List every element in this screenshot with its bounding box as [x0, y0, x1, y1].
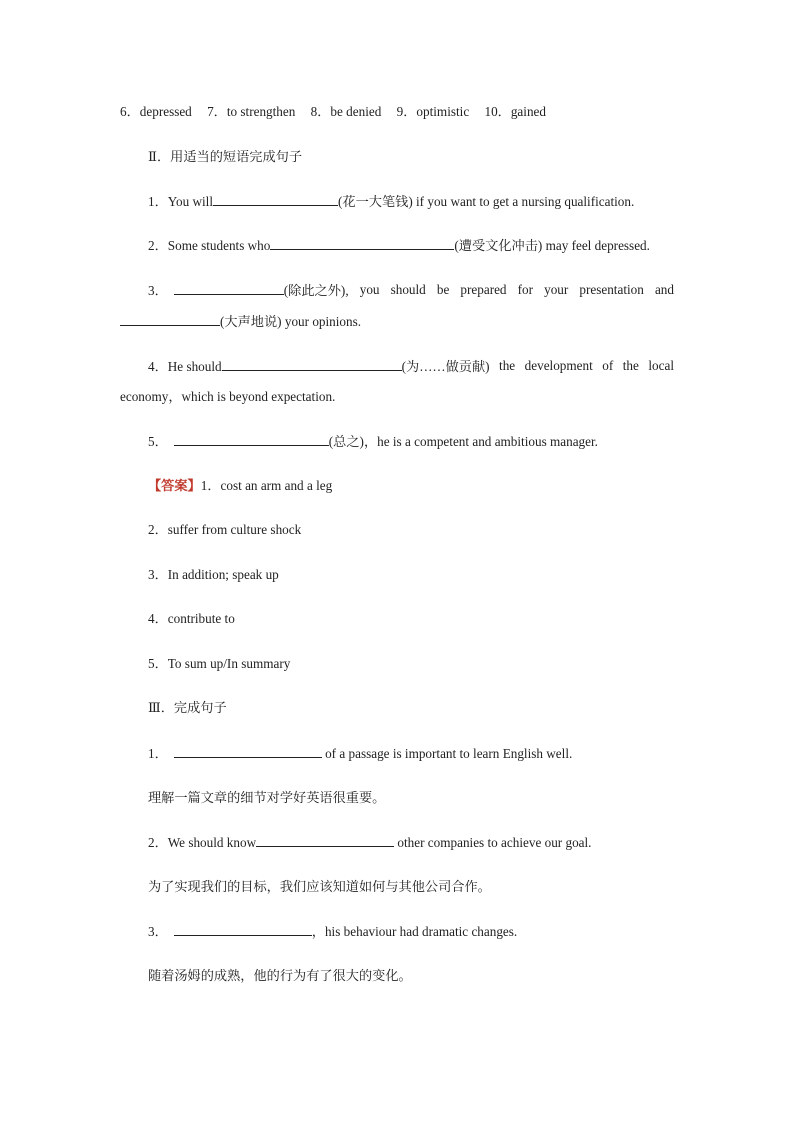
s2-question-1: 1．You will (花一大笔钱) if you want to get a nursing qualification. [148, 194, 635, 209]
answer-blank[interactable] [174, 744, 322, 758]
answer-9: 9．optimistic [396, 104, 470, 119]
hint: (除此之外), [283, 283, 349, 298]
s2-question-3-line-2: (大声地说) your opinions. [120, 312, 361, 331]
section-2-heading: Ⅱ．用适当的短语完成句子 [148, 149, 303, 164]
answer-blank[interactable] [174, 432, 329, 446]
s3-question-1-translation: 理解一篇文章的细节对学好英语很重要。 [148, 790, 386, 805]
s2-question-4-line-1: 4．He should (为……做贡献) the development of the local [148, 358, 674, 374]
answer-7: 7．to strengthen [207, 104, 296, 119]
answer-label: 【答案】 [148, 478, 201, 493]
answer-blank[interactable] [120, 312, 220, 326]
s2-answer-2: 2．suffer from culture shock [148, 522, 302, 537]
hint: (花一大笔钱) [337, 194, 413, 209]
answer-8: 8．be denied [310, 104, 382, 119]
answer-blank[interactable] [174, 922, 312, 936]
hint: (总之) [328, 434, 364, 449]
hint: (大声地说) [220, 314, 282, 329]
s3-question-2-translation: 为了实现我们的目标，我们应该知道如何与其他公司合作。 [148, 879, 491, 894]
answer-blank[interactable] [213, 192, 338, 206]
s2-question-4-line-2: economy，which is beyond expectation. [120, 389, 336, 404]
s2-answer-4: 4．contribute to [148, 611, 235, 626]
s3-question-3-translation: 随着汤姆的成熟，他的行为有了很大的变化。 [148, 968, 412, 983]
answer-6: 6．depressed [120, 104, 192, 119]
section-3-heading: Ⅲ．完成句子 [148, 700, 227, 715]
s2-answer-5: 5．To sum up/In summary [148, 656, 291, 671]
s3-question-1: 1． of a passage is important to learn English well. [148, 746, 573, 761]
s2-question-2: 2．Some students who (遭受文化冲击) may feel depressed. [148, 238, 650, 253]
answer-blank[interactable] [222, 357, 402, 371]
hint: (为……做贡献) [401, 359, 490, 374]
s2-answer-3: 3．In addition; speak up [148, 567, 279, 582]
answer-blank[interactable] [256, 833, 394, 847]
answer-blank[interactable] [270, 236, 454, 250]
s2-question-5: 5． (总之)，he is a competent and ambitious manager. [148, 434, 598, 449]
s2-answer-1: 【答案】1．cost an arm and a leg [148, 478, 333, 493]
answer-10: 10．gained [484, 104, 546, 119]
answer-line-6-10 [120, 103, 546, 121]
s2-question-3-line-1: 3． (除此之外), you should be prepared for your presentation and [148, 282, 674, 298]
s3-question-3: 3． ，his behaviour had dramatic changes. [148, 924, 518, 939]
hint: (遭受文化冲击) [454, 238, 543, 253]
answer-blank[interactable] [174, 281, 284, 295]
s3-question-2: 2．We should know other companies to achieve our goal. [148, 835, 592, 850]
